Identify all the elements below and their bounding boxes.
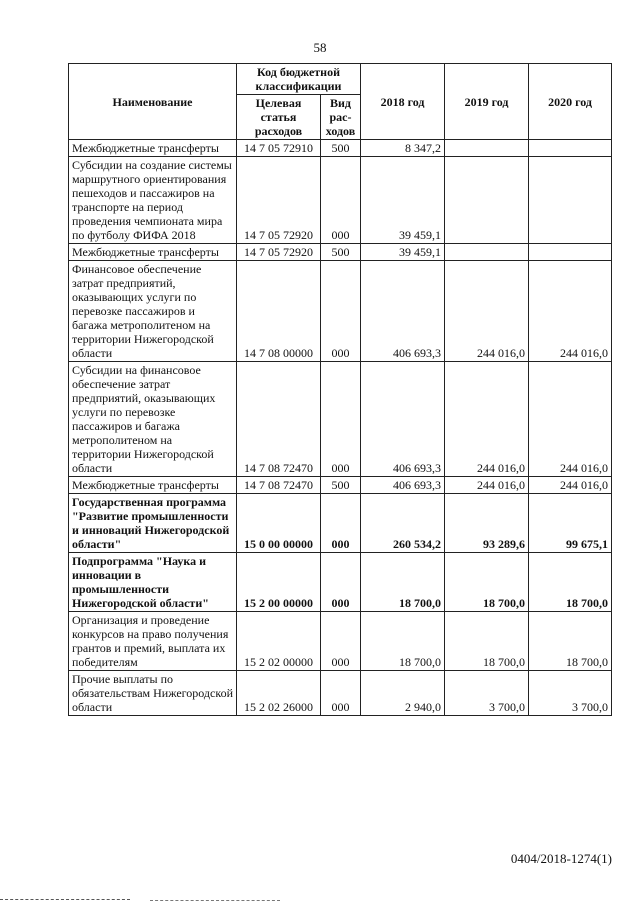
row-code: 14 7 08 00000 (237, 261, 321, 362)
header-code-group: Код бюджетной классификации (237, 64, 361, 95)
row-2018: 8 347,2 (361, 140, 445, 157)
row-code: 14 7 08 72470 (237, 362, 321, 477)
table-row (69, 477, 612, 494)
table-row (69, 140, 612, 157)
row-2020: 99 675,1 (529, 494, 612, 553)
document-code: 0404/2018-1274(1) (510, 851, 612, 866)
row-code: 15 0 00 00000 (237, 494, 321, 553)
row-name: Межбюджетные трансферты (69, 140, 237, 157)
header-name: Наименование (69, 64, 237, 140)
row-2018: 18 700,0 (361, 553, 445, 612)
row-2020: 244 016,0 (529, 362, 612, 477)
header-row-1 (69, 64, 612, 95)
row-2020 (529, 140, 612, 157)
scan-edge-line (0, 899, 130, 902)
row-vid: 500 (321, 477, 361, 494)
row-2020: 244 016,0 (529, 477, 612, 494)
row-2019 (445, 157, 529, 244)
row-2018: 39 459,1 (361, 244, 445, 261)
row-name: Подпрограмма "Наука и инновации в промышленности Нижегородской области" (69, 553, 237, 612)
table-row-subprogram (69, 553, 612, 612)
row-2019: 244 016,0 (445, 362, 529, 477)
row-2020 (529, 244, 612, 261)
row-vid: 000 (321, 553, 361, 612)
table-row (69, 244, 612, 261)
row-2018: 260 534,2 (361, 494, 445, 553)
row-2020: 18 700,0 (529, 612, 612, 671)
row-2019 (445, 244, 529, 261)
row-name: Межбюджетные трансферты (69, 477, 237, 494)
row-2018: 406 693,3 (361, 477, 445, 494)
row-vid: 000 (321, 261, 361, 362)
budget-table (68, 63, 612, 716)
row-code: 14 7 05 72920 (237, 157, 321, 244)
row-2020 (529, 157, 612, 244)
row-2018: 18 700,0 (361, 612, 445, 671)
row-2019: 18 700,0 (445, 553, 529, 612)
table-row (69, 671, 612, 716)
row-vid: 000 (321, 362, 361, 477)
row-2020: 3 700,0 (529, 671, 612, 716)
row-code: 14 7 08 72470 (237, 477, 321, 494)
row-2019 (445, 140, 529, 157)
row-2019: 18 700,0 (445, 612, 529, 671)
row-vid: 500 (321, 244, 361, 261)
row-name: Прочие выплаты по обязательствам Нижегородской области (69, 671, 237, 716)
row-code: 15 2 00 00000 (237, 553, 321, 612)
row-2019: 244 016,0 (445, 261, 529, 362)
row-name: Субсидии на финансовое обеспечение затрат предприятий, оказывающих услуги по перевозке пассажиров и багажа метрополитеном на территории Нижегородской области (69, 362, 237, 477)
header-2020: 2020 год (529, 64, 612, 140)
table-row (69, 157, 612, 244)
row-vid: 000 (321, 157, 361, 244)
row-code: 15 2 02 26000 (237, 671, 321, 716)
row-vid: 000 (321, 612, 361, 671)
row-code: 15 2 02 00000 (237, 612, 321, 671)
scan-edge-line (150, 900, 280, 902)
row-2018: 39 459,1 (361, 157, 445, 244)
row-name: Государственная программа "Развитие промышленности и инноваций Нижегородской области" (69, 494, 237, 553)
header-2019: 2019 год (445, 64, 529, 140)
table-row (69, 612, 612, 671)
row-2019: 3 700,0 (445, 671, 529, 716)
table-row-program (69, 494, 612, 553)
row-code: 14 7 05 72920 (237, 244, 321, 261)
row-2020: 18 700,0 (529, 553, 612, 612)
row-code: 14 7 05 72910 (237, 140, 321, 157)
row-name: Субсидии на создание системы маршрутного ориентирования пешеходов и пассажиров на транспорте на период проведения чемпионата мира по футболу ФИФА 2018 (69, 157, 237, 244)
page-number: 58 (313, 40, 327, 55)
row-vid: 000 (321, 671, 361, 716)
row-2020: 244 016,0 (529, 261, 612, 362)
row-2019: 244 016,0 (445, 477, 529, 494)
row-vid: 000 (321, 494, 361, 553)
table-body (69, 140, 612, 716)
table-row (69, 261, 612, 362)
row-vid: 500 (321, 140, 361, 157)
row-2018: 2 940,0 (361, 671, 445, 716)
row-2018: 406 693,3 (361, 261, 445, 362)
row-name: Организация и проведение конкурсов на право получения грантов и премий, выплата их победителям (69, 612, 237, 671)
row-name: Межбюджетные трансферты (69, 244, 237, 261)
row-name: Финансовое обеспечение затрат предприятий, оказывающих услуги по перевозке пассажиров и багажа метрополитеном на территории Нижегородской области (69, 261, 237, 362)
table-row (69, 362, 612, 477)
header-2018: 2018 год (361, 64, 445, 140)
row-2018: 406 693,3 (361, 362, 445, 477)
row-2019: 93 289,6 (445, 494, 529, 553)
header-expense-type: Вид рас-ходов (321, 95, 361, 140)
header-target-article: Целевая статья расходов (237, 95, 321, 140)
